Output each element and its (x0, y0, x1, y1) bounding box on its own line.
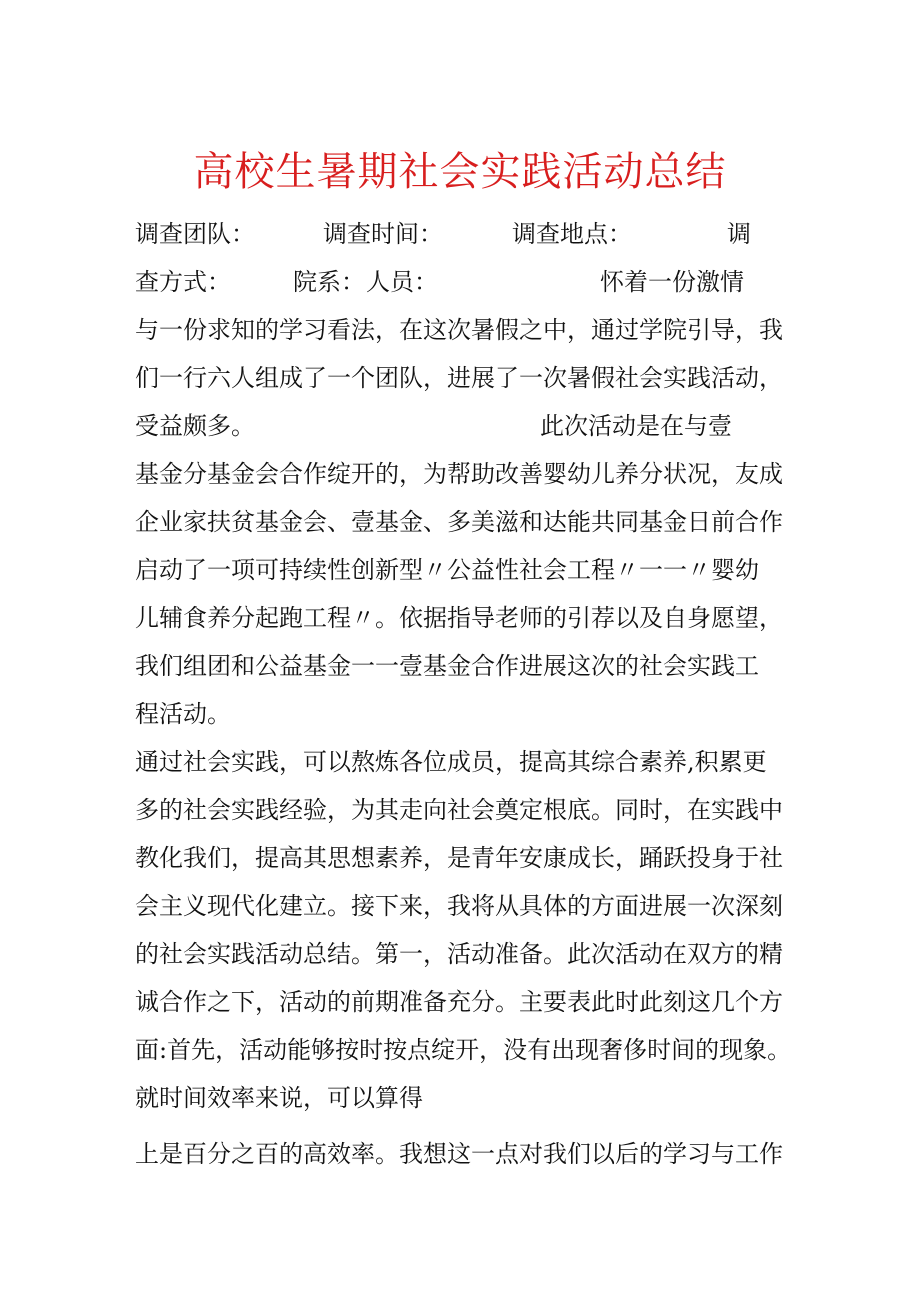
body-line: 诚合作之下，活动的前期准备充分。主要表此时此刻这几个方 (135, 988, 783, 1016)
place-label: 调查地点： (512, 220, 632, 248)
time-label: 调查时间： (323, 220, 443, 248)
body-line: 的社会实践活动总结。第一，活动准备。此次活动在双方的精 (135, 940, 783, 968)
body-line: 程活动。 (135, 700, 231, 728)
method-label-part2: 查方式： (135, 268, 231, 296)
body-line: 们一行六人组成了一个团队，进展了一次暑假社会实践活动， (135, 364, 783, 392)
body-line: 受益颇多。 (135, 412, 255, 440)
body-line: 多的社会实践经验，为其走向社会奠定根底。同时，在实践中 (135, 796, 783, 824)
body-line: 面:首先，活动能够按时按点绽开，没有出现奢侈时间的现象。 (135, 1036, 792, 1064)
body-line: 企业家扶贫基金会、壹基金、多美滋和达能共同基金日前合作 (135, 508, 783, 536)
body-line: 儿辅食养分起跑工程〃。依据指导老师的引荐以及自身愿望， (135, 604, 783, 632)
body-line: 此次活动是在与壹 (540, 412, 732, 440)
document-title: 高校生暑期社会实践活动总结 (193, 149, 727, 195)
body-line: 上是百分之百的高效率。我想这一点对我们以后的学习与工作 (135, 1140, 783, 1168)
header-row-1 (135, 210, 795, 258)
department-label: 院系： (293, 268, 365, 296)
body-line: 基金分基金会合作绽开的，为帮助改善婴幼儿养分状况，友成 (135, 460, 783, 488)
members-label: 人员： (366, 268, 438, 296)
body-line: 会主义现代化建立。接下来，我将从具体的方面进展一次深刻 (135, 892, 783, 920)
body-line: 与一份求知的学习看法，在这次暑假之中，通过学院引导，我 (135, 316, 783, 344)
body-line: 我们组团和公益基金一一壹基金合作进展这次的社会实践工 (135, 652, 759, 680)
body-line: 通过社会实践，可以熬炼各位成员，提高其综合素养,积累更 (135, 748, 767, 776)
team-label: 调查团队： (135, 220, 255, 248)
intro-start: 怀着一份激情 (600, 268, 744, 296)
body-line: 启动了一项可持续性创新型〃公益性社会工程〃一一〃婴幼 (135, 556, 759, 584)
body-line: 教化我们，提高其思想素养，是青年安康成长，踊跃投身于社 (135, 844, 783, 872)
method-label-part1: 调 (727, 220, 751, 248)
body-line: 就时间效率来说，可以算得 (135, 1084, 423, 1112)
header-row-2 (135, 258, 795, 306)
